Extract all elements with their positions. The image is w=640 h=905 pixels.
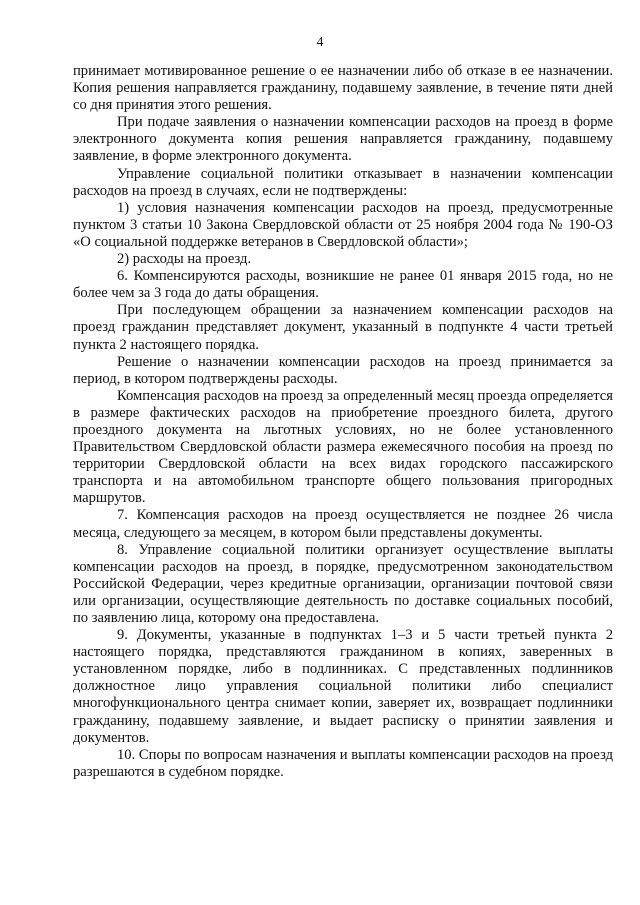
paragraph-clause-7: 7. Компенсация расходов на проезд осуществляется не позднее 26 числа месяца, следующего за месяцем, в котором были представлены документы. [73,507,613,541]
page-number: 4 [316,35,324,50]
paragraph-refusal-item-2: 2) расходы на проезд. [117,251,252,268]
paragraph-clause-8: 8. Управление социальной политики организует осуществление выплаты компенсации расходов на проезд, в порядке, предусмотренном законодательством Российской Федерации, через кредитные организации, организации почтовой связи или организации, осуществляющие деятельность по доставке социальных пособий, по заявлению лица, которому она предоставлена. [73,541,613,626]
paragraph-clause-9: 9. Документы, указанные в подпунктах 1–3 и 5 части третьей пункта 2 настоящего порядка, представляются гражданином в копиях, заверенных в установленном порядке, либо в подлинниках. С представленных подлинников должностное лицо управления социальной политики либо специалист многофункционального центра снимает копии, заверяет их, возвращает подлинники гражданину, подавшему заявление, и выдает расписку о принятии заявления и документов. [73,627,613,746]
paragraph-compensation-amount: Компенсация расходов на проезд за определенный месяц проезда определяется в размере фактических расходов на приобретение проездного билета, другого проездного документа на льготных условиях, но не более установленного Правительством Свердловской области размера ежемесячного пособия на проезд по территории Свердловской области на всех видах городского пассажирского транспорта и на автомобильном транспорте общего пользования пригородных маршрутов. [73,387,613,507]
paragraph-period-decision: Решение о назначении компенсации расходов на проезд принимается за период, в котором подтверждены расходы. [73,353,613,387]
document-body [73,63,613,781]
paragraph-refusal-item-1: 1) условия назначения компенсации расходов на проезд, предусмотренные пунктом 3 статьи 10 Закона Свердловской области от 25 ноября 2004 года № 190-ОЗ «О социальной поддержке ветеранов в Свердловской области»; [73,199,613,250]
paragraph-refusal-cases: Управление социальной политики отказывает в назначении компенсации расходов на проезд в случаях, если не подтверждены: [73,165,613,199]
paragraph-clause-10: 10. Споры по вопросам назначения и выплаты компенсации расходов на проезд разрешаются в судебном порядке. [73,746,613,780]
paragraph-clause-6: 6. Компенсируются расходы, возникшие не ранее 01 января 2015 года, но не более чем за 3 года до даты обращения. [73,268,613,302]
paragraph-decision-continuation: принимает мотивированное решение о ее назначении либо об отказе в ее назначении. Копия решения направляется гражданину, подавшему заявление, в течение пяти дней со дня принятия этого решения. [73,63,613,114]
paragraph-repeat-request: При последующем обращении за назначением компенсации расходов на проезд гражданин представляет документ, указанный в подпункте 4 части третьей пункта 2 настоящего порядка. [73,302,613,353]
paragraph-electronic-copy: При подаче заявления о назначении компенсации расходов на проезд в форме электронного документа копия решения направляется гражданину, подавшему заявление, в форме электронного документа. [73,114,613,165]
